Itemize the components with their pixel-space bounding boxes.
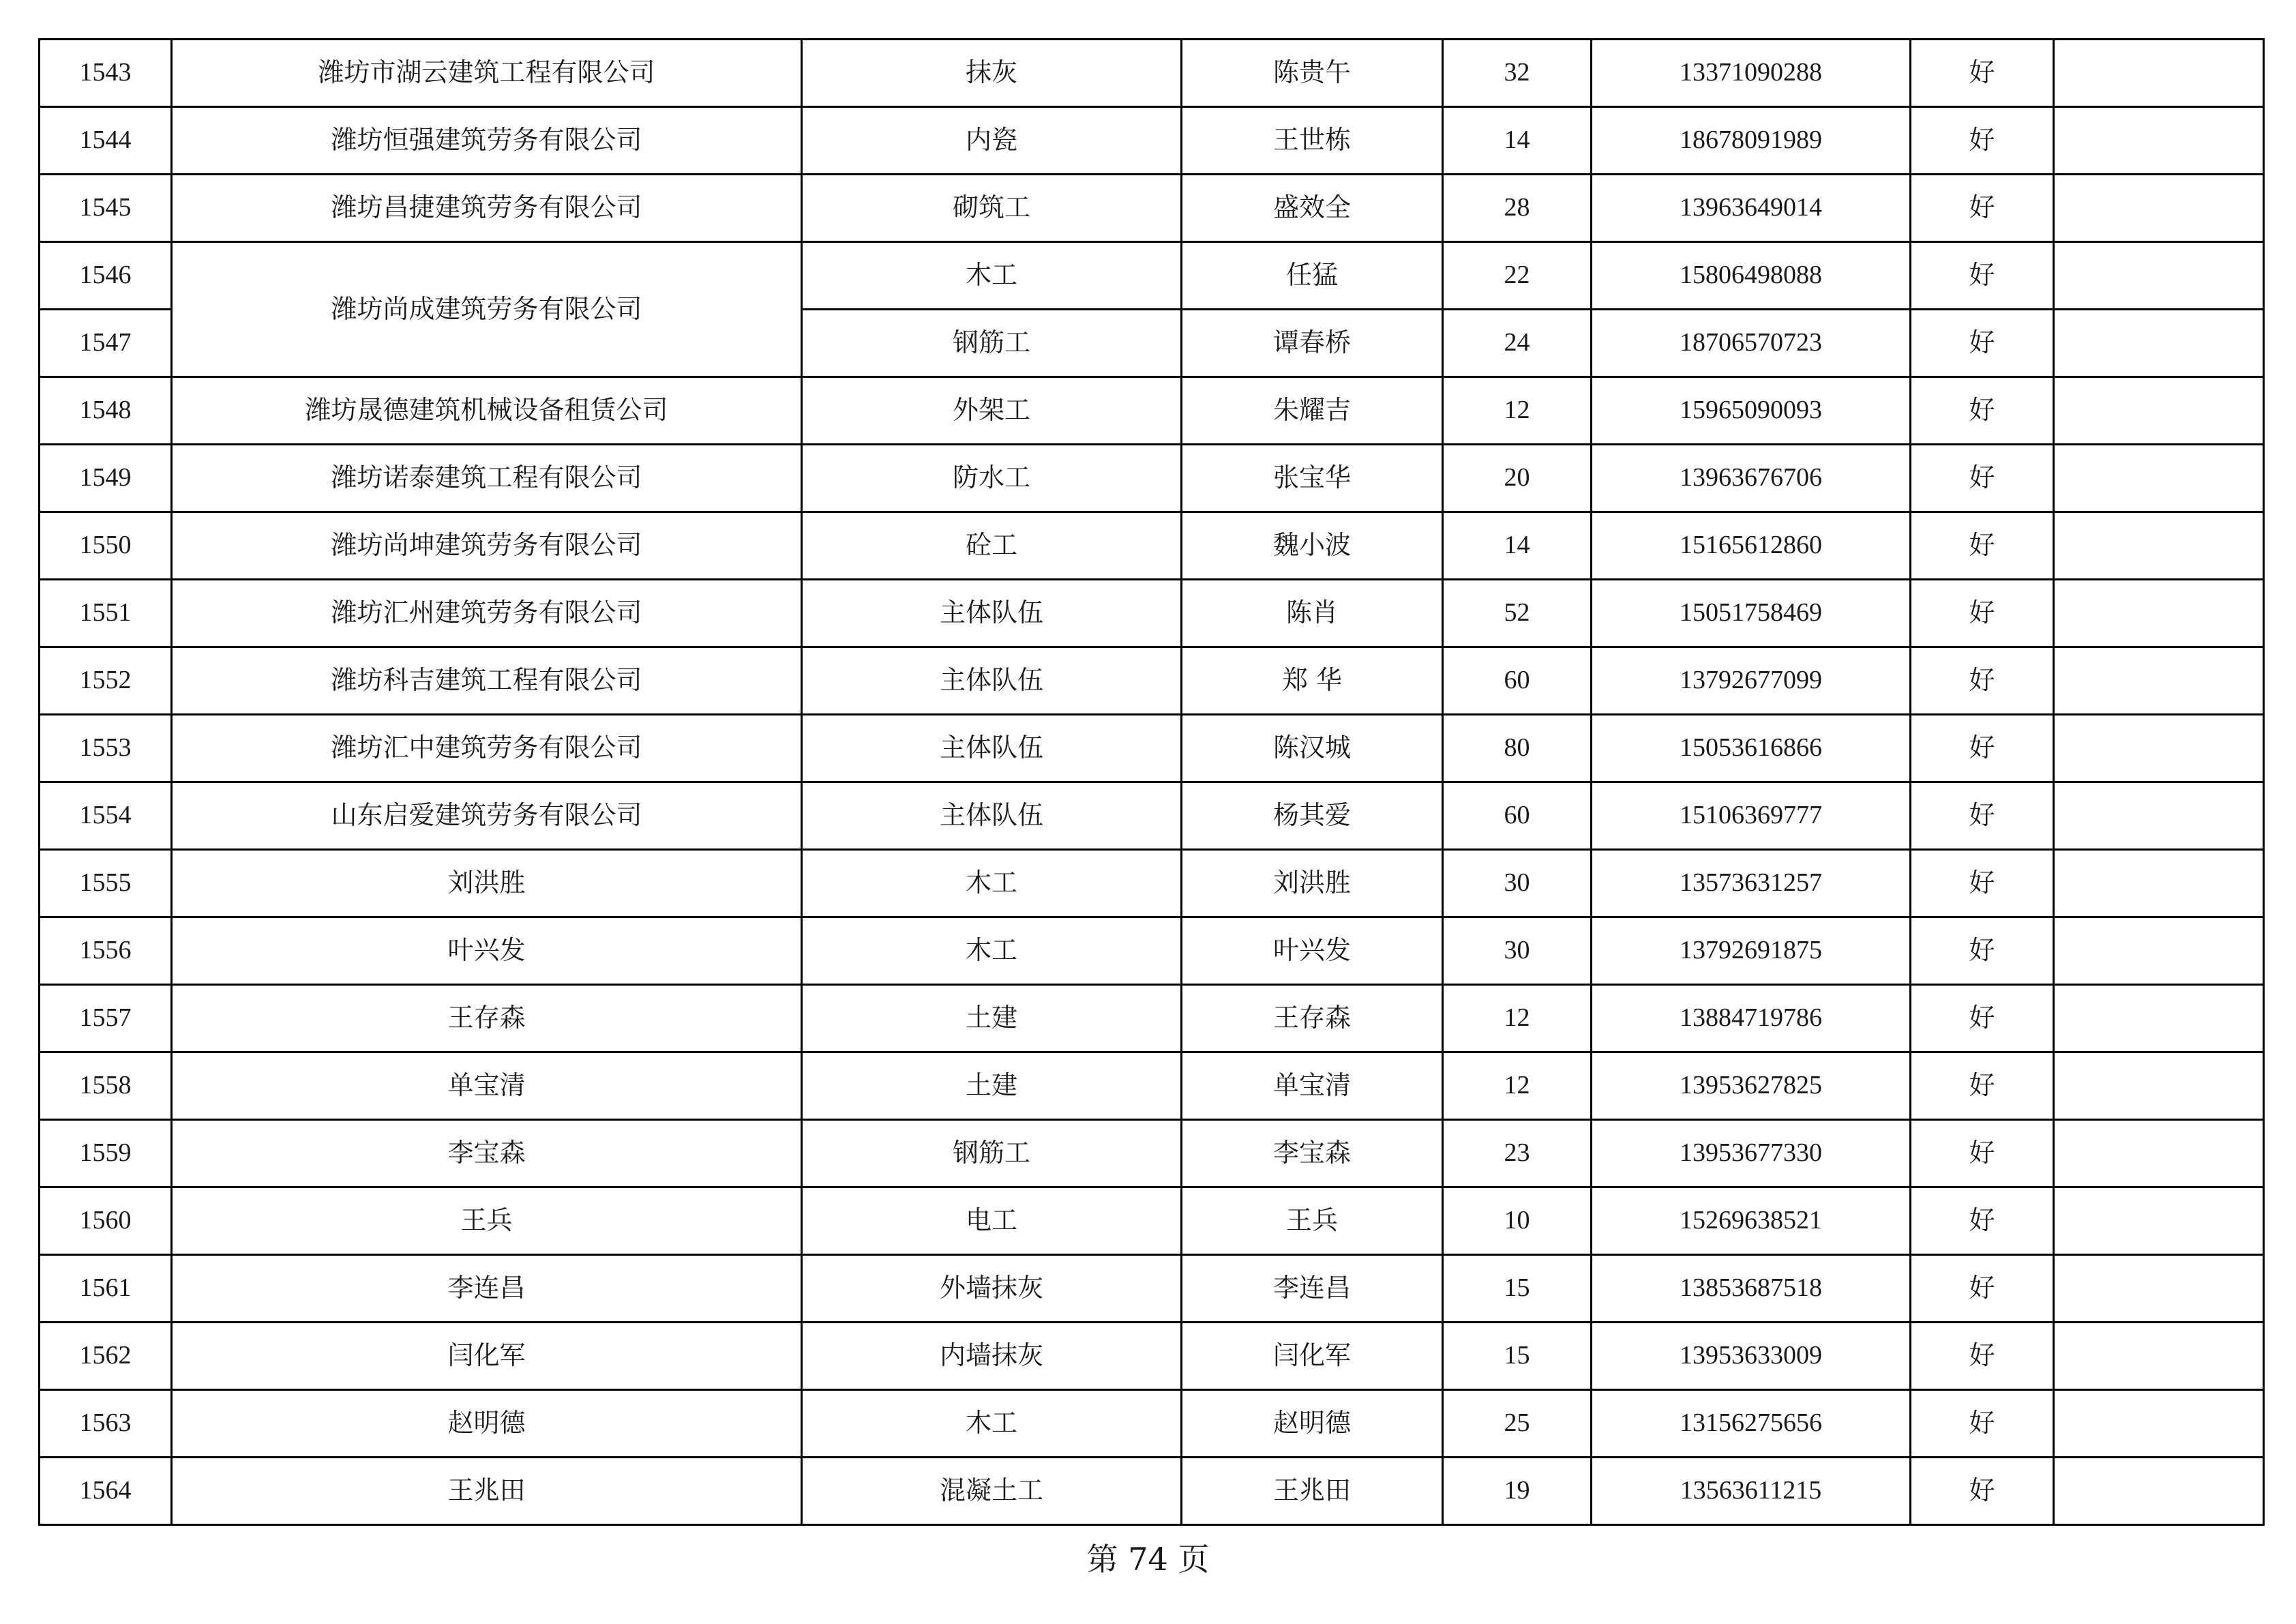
trade-cell: 电工 bbox=[802, 1187, 1182, 1255]
company-cell: 潍坊昌捷建筑劳务有限公司 bbox=[172, 175, 802, 242]
contact-cell: 张宝华 bbox=[1182, 445, 1443, 512]
worker-count-cell: 14 bbox=[1443, 107, 1592, 175]
phone-cell: 15051758469 bbox=[1592, 580, 1911, 647]
phone-cell: 13953627825 bbox=[1592, 1052, 1911, 1120]
contact-cell: 李连昌 bbox=[1182, 1255, 1443, 1323]
table-row bbox=[40, 1052, 2264, 1120]
trade-cell: 混凝土工 bbox=[802, 1458, 1182, 1525]
trade-cell: 外架工 bbox=[802, 377, 1182, 445]
phone-cell: 13371090288 bbox=[1592, 40, 1911, 107]
note-cell bbox=[2054, 445, 2264, 512]
rating-cell: 好 bbox=[1911, 1255, 2054, 1323]
row-number-cell: 1557 bbox=[40, 985, 172, 1052]
phone-cell: 15053616866 bbox=[1592, 715, 1911, 782]
trade-cell: 内瓷 bbox=[802, 107, 1182, 175]
table-row bbox=[40, 985, 2264, 1052]
note-cell bbox=[2054, 580, 2264, 647]
page-number: 第 74 页 bbox=[1086, 1541, 1210, 1578]
company-cell: 刘洪胜 bbox=[172, 850, 802, 917]
worker-count-cell: 19 bbox=[1443, 1458, 1592, 1525]
phone-cell: 15965090093 bbox=[1592, 377, 1911, 445]
phone-cell: 15806498088 bbox=[1592, 242, 1911, 310]
row-number-cell: 1544 bbox=[40, 107, 172, 175]
contact-cell: 闫化军 bbox=[1182, 1323, 1443, 1390]
company-cell: 李连昌 bbox=[172, 1255, 802, 1323]
contact-cell: 盛效全 bbox=[1182, 175, 1443, 242]
contact-cell: 谭春桥 bbox=[1182, 310, 1443, 377]
rating-cell: 好 bbox=[1911, 580, 2054, 647]
worker-count-cell: 30 bbox=[1443, 850, 1592, 917]
row-number-cell: 1563 bbox=[40, 1390, 172, 1458]
row-number-cell: 1549 bbox=[40, 445, 172, 512]
contact-cell: 陈汉城 bbox=[1182, 715, 1443, 782]
contact-cell: 叶兴发 bbox=[1182, 917, 1443, 985]
company-cell: 潍坊汇州建筑劳务有限公司 bbox=[172, 580, 802, 647]
worker-count-cell: 10 bbox=[1443, 1187, 1592, 1255]
phone-cell: 15165612860 bbox=[1592, 512, 1911, 580]
table-row bbox=[40, 782, 2264, 850]
rating-cell: 好 bbox=[1911, 512, 2054, 580]
table-row bbox=[40, 40, 2264, 107]
trade-cell: 内墙抹灰 bbox=[802, 1323, 1182, 1390]
trade-cell: 土建 bbox=[802, 1052, 1182, 1120]
contact-cell: 陈贵午 bbox=[1182, 40, 1443, 107]
rating-cell: 好 bbox=[1911, 40, 2054, 107]
note-cell bbox=[2054, 175, 2264, 242]
worker-count-cell: 22 bbox=[1443, 242, 1592, 310]
rating-cell: 好 bbox=[1911, 985, 2054, 1052]
worker-count-cell: 15 bbox=[1443, 1323, 1592, 1390]
trade-cell: 抹灰 bbox=[802, 40, 1182, 107]
row-number-cell: 1545 bbox=[40, 175, 172, 242]
trade-cell: 木工 bbox=[802, 242, 1182, 310]
phone-cell: 13853687518 bbox=[1592, 1255, 1911, 1323]
note-cell bbox=[2054, 40, 2264, 107]
phone-cell: 13953633009 bbox=[1592, 1323, 1911, 1390]
worker-count-cell: 14 bbox=[1443, 512, 1592, 580]
note-cell bbox=[2054, 242, 2264, 310]
company-cell: 王兵 bbox=[172, 1187, 802, 1255]
company-cell: 赵明德 bbox=[172, 1390, 802, 1458]
phone-cell: 13884719786 bbox=[1592, 985, 1911, 1052]
company-cell: 闫化军 bbox=[172, 1323, 802, 1390]
contact-cell: 王世栋 bbox=[1182, 107, 1443, 175]
trade-cell: 钢筋工 bbox=[802, 310, 1182, 377]
company-cell: 潍坊诺泰建筑工程有限公司 bbox=[172, 445, 802, 512]
phone-cell: 13963649014 bbox=[1592, 175, 1911, 242]
row-number-cell: 1551 bbox=[40, 580, 172, 647]
worker-count-cell: 60 bbox=[1443, 782, 1592, 850]
contact-cell: 陈肖 bbox=[1182, 580, 1443, 647]
note-cell bbox=[2054, 512, 2264, 580]
phone-cell: 13792677099 bbox=[1592, 647, 1911, 715]
table-row bbox=[40, 1323, 2264, 1390]
contact-cell: 杨其爱 bbox=[1182, 782, 1443, 850]
contact-cell: 王存森 bbox=[1182, 985, 1443, 1052]
rating-cell: 好 bbox=[1911, 107, 2054, 175]
phone-cell: 13953677330 bbox=[1592, 1120, 1911, 1187]
company-cell: 李宝森 bbox=[172, 1120, 802, 1187]
note-cell bbox=[2054, 377, 2264, 445]
company-cell: 潍坊市湖云建筑工程有限公司 bbox=[172, 40, 802, 107]
rating-cell: 好 bbox=[1911, 1187, 2054, 1255]
worker-count-cell: 12 bbox=[1443, 377, 1592, 445]
company-cell: 潍坊科吉建筑工程有限公司 bbox=[172, 647, 802, 715]
note-cell bbox=[2054, 715, 2264, 782]
table-row bbox=[40, 377, 2264, 445]
worker-count-cell: 80 bbox=[1443, 715, 1592, 782]
phone-cell: 13156275656 bbox=[1592, 1390, 1911, 1458]
table-row bbox=[40, 242, 2264, 310]
worker-count-cell: 52 bbox=[1443, 580, 1592, 647]
worker-count-cell: 24 bbox=[1443, 310, 1592, 377]
row-number-cell: 1554 bbox=[40, 782, 172, 850]
trade-cell: 主体队伍 bbox=[802, 715, 1182, 782]
rating-cell: 好 bbox=[1911, 1052, 2054, 1120]
contact-cell: 任猛 bbox=[1182, 242, 1443, 310]
rating-cell: 好 bbox=[1911, 377, 2054, 445]
phone-cell: 15269638521 bbox=[1592, 1187, 1911, 1255]
rating-cell: 好 bbox=[1911, 1458, 2054, 1525]
worker-count-cell: 30 bbox=[1443, 917, 1592, 985]
note-cell bbox=[2054, 1120, 2264, 1187]
contact-cell: 王兵 bbox=[1182, 1187, 1443, 1255]
note-cell bbox=[2054, 1323, 2264, 1390]
trade-cell: 主体队伍 bbox=[802, 782, 1182, 850]
table-row bbox=[40, 715, 2264, 782]
contact-cell: 单宝清 bbox=[1182, 1052, 1443, 1120]
row-number-cell: 1547 bbox=[40, 310, 172, 377]
table-row bbox=[40, 107, 2264, 175]
row-number-cell: 1560 bbox=[40, 1187, 172, 1255]
phone-cell: 18706570723 bbox=[1592, 310, 1911, 377]
rating-cell: 好 bbox=[1911, 175, 2054, 242]
trade-cell: 砌筑工 bbox=[802, 175, 1182, 242]
worker-count-cell: 25 bbox=[1443, 1390, 1592, 1458]
contact-cell: 赵明德 bbox=[1182, 1390, 1443, 1458]
row-number-cell: 1558 bbox=[40, 1052, 172, 1120]
note-cell bbox=[2054, 107, 2264, 175]
rating-cell: 好 bbox=[1911, 782, 2054, 850]
note-cell bbox=[2054, 917, 2264, 985]
rating-cell: 好 bbox=[1911, 1390, 2054, 1458]
note-cell bbox=[2054, 782, 2264, 850]
trade-cell: 主体队伍 bbox=[802, 647, 1182, 715]
worker-count-cell: 15 bbox=[1443, 1255, 1592, 1323]
contact-cell: 郑 华 bbox=[1182, 647, 1443, 715]
row-number-cell: 1548 bbox=[40, 377, 172, 445]
worker-count-cell: 60 bbox=[1443, 647, 1592, 715]
company-cell: 潍坊尚坤建筑劳务有限公司 bbox=[172, 512, 802, 580]
table-row bbox=[40, 850, 2264, 917]
table-row bbox=[40, 1255, 2264, 1323]
phone-cell: 15106369777 bbox=[1592, 782, 1911, 850]
row-number-cell: 1559 bbox=[40, 1120, 172, 1187]
table-row bbox=[40, 647, 2264, 715]
company-cell: 王存森 bbox=[172, 985, 802, 1052]
worker-count-cell: 12 bbox=[1443, 985, 1592, 1052]
worker-count-cell: 23 bbox=[1443, 1120, 1592, 1187]
table-row bbox=[40, 917, 2264, 985]
table-row bbox=[40, 175, 2264, 242]
table-row bbox=[40, 512, 2264, 580]
note-cell bbox=[2054, 1187, 2264, 1255]
rating-cell: 好 bbox=[1911, 1323, 2054, 1390]
contact-cell: 朱耀吉 bbox=[1182, 377, 1443, 445]
company-cell: 潍坊晟德建筑机械设备租赁公司 bbox=[172, 377, 802, 445]
row-number-cell: 1561 bbox=[40, 1255, 172, 1323]
rating-cell: 好 bbox=[1911, 310, 2054, 377]
note-cell bbox=[2054, 1390, 2264, 1458]
trade-cell: 木工 bbox=[802, 1390, 1182, 1458]
rating-cell: 好 bbox=[1911, 917, 2054, 985]
company-cell: 潍坊汇中建筑劳务有限公司 bbox=[172, 715, 802, 782]
table-row bbox=[40, 445, 2264, 512]
trade-cell: 防水工 bbox=[802, 445, 1182, 512]
table-row bbox=[40, 580, 2264, 647]
note-cell bbox=[2054, 985, 2264, 1052]
row-number-cell: 1562 bbox=[40, 1323, 172, 1390]
note-cell bbox=[2054, 850, 2264, 917]
row-number-cell: 1553 bbox=[40, 715, 172, 782]
worker-count-cell: 28 bbox=[1443, 175, 1592, 242]
worker-count-cell: 32 bbox=[1443, 40, 1592, 107]
trade-cell: 钢筋工 bbox=[802, 1120, 1182, 1187]
company-cell: 潍坊恒强建筑劳务有限公司 bbox=[172, 107, 802, 175]
note-cell bbox=[2054, 1458, 2264, 1525]
company-cell: 王兆田 bbox=[172, 1458, 802, 1525]
row-number-cell: 1550 bbox=[40, 512, 172, 580]
phone-cell: 18678091989 bbox=[1592, 107, 1911, 175]
phone-cell: 13963676706 bbox=[1592, 445, 1911, 512]
row-number-cell: 1543 bbox=[40, 40, 172, 107]
table-row bbox=[40, 1390, 2264, 1458]
rating-cell: 好 bbox=[1911, 242, 2054, 310]
row-number-cell: 1564 bbox=[40, 1458, 172, 1525]
worker-count-cell: 12 bbox=[1443, 1052, 1592, 1120]
trade-cell: 土建 bbox=[802, 985, 1182, 1052]
company-cell: 单宝清 bbox=[172, 1052, 802, 1120]
table-row bbox=[40, 1458, 2264, 1525]
phone-cell: 13563611215 bbox=[1592, 1458, 1911, 1525]
company-cell: 山东启爱建筑劳务有限公司 bbox=[172, 782, 802, 850]
table-row bbox=[40, 1120, 2264, 1187]
note-cell bbox=[2054, 1052, 2264, 1120]
table-row bbox=[40, 1187, 2264, 1255]
trade-cell: 主体队伍 bbox=[802, 580, 1182, 647]
rating-cell: 好 bbox=[1911, 445, 2054, 512]
rating-cell: 好 bbox=[1911, 1120, 2054, 1187]
phone-cell: 13573631257 bbox=[1592, 850, 1911, 917]
contact-cell: 魏小波 bbox=[1182, 512, 1443, 580]
phone-cell: 13792691875 bbox=[1592, 917, 1911, 985]
row-number-cell: 1556 bbox=[40, 917, 172, 985]
row-number-cell: 1546 bbox=[40, 242, 172, 310]
trade-cell: 外墙抹灰 bbox=[802, 1255, 1182, 1323]
company-cell: 叶兴发 bbox=[172, 917, 802, 985]
note-cell bbox=[2054, 1255, 2264, 1323]
contact-cell: 李宝森 bbox=[1182, 1120, 1443, 1187]
rating-cell: 好 bbox=[1911, 715, 2054, 782]
trade-cell: 木工 bbox=[802, 850, 1182, 917]
row-number-cell: 1555 bbox=[40, 850, 172, 917]
table-body bbox=[40, 40, 2264, 1525]
row-number-cell: 1552 bbox=[40, 647, 172, 715]
trade-cell: 木工 bbox=[802, 917, 1182, 985]
contact-cell: 王兆田 bbox=[1182, 1458, 1443, 1525]
worker-count-cell: 20 bbox=[1443, 445, 1592, 512]
rating-cell: 好 bbox=[1911, 850, 2054, 917]
contact-cell: 刘洪胜 bbox=[1182, 850, 1443, 917]
trade-cell: 砼工 bbox=[802, 512, 1182, 580]
rating-cell: 好 bbox=[1911, 647, 2054, 715]
note-cell bbox=[2054, 310, 2264, 377]
note-cell bbox=[2054, 647, 2264, 715]
contractor-table bbox=[38, 38, 2265, 1526]
company-cell: 潍坊尚成建筑劳务有限公司 bbox=[172, 242, 802, 377]
